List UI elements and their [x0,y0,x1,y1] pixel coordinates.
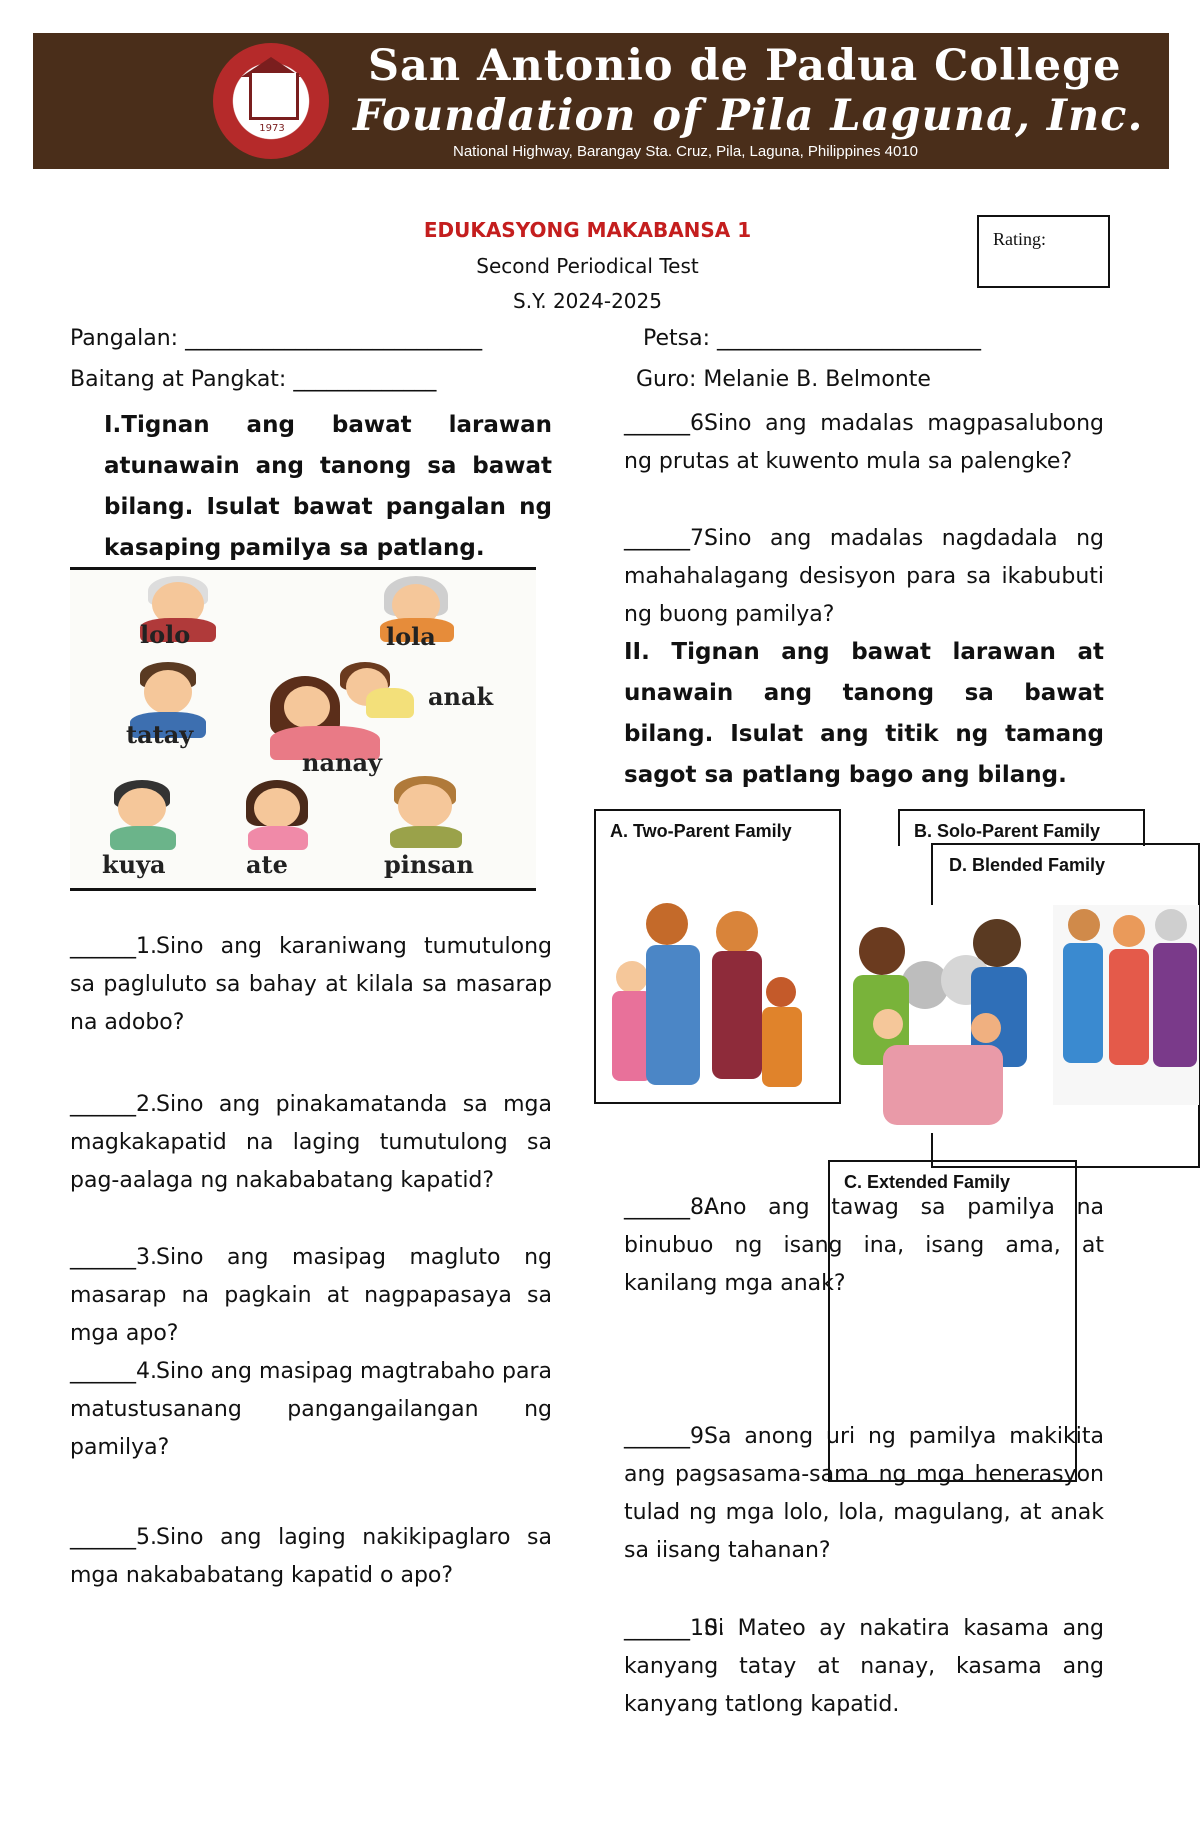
card-solo-parent [898,809,1145,846]
question-9-text: Sa anong uri ng pamilya makikita ang pagsasama-sama ng mga henerasyon tulad ng mga lolo, lola, magulang, at anak sa iisang tahanan? [624,1424,1104,1563]
date-field[interactable]: Petsa: ________________________ [643,326,981,351]
label-pinsan: pinsan [384,850,474,879]
question-3 [70,1239,552,1353]
label-kuya: kuya [102,850,166,879]
question-4-text: Sino ang masipag magtrabaho para matustusanang pangangailangan ng pamilya? [70,1359,552,1460]
part2-instruction: II. Tignan ang bawat larawan at unawain ang tanong sa bawat bilang. Isulat ang titik ng tamang sagot sa patlang bago ang bilang. [624,639,1104,788]
answer-blank-6[interactable]: ______6. [624,411,711,436]
label-anak: anak [428,682,494,711]
label-lolo: lolo [140,620,191,649]
question-7 [624,520,1104,634]
card-two-parent [594,809,841,1104]
question-5 [70,1519,552,1595]
label-ate: ate [246,850,288,879]
extended-family-image [843,905,1039,1133]
answer-blank-9[interactable]: ______9. [624,1424,711,1449]
seal-year: 1973 [259,123,285,134]
question-2 [70,1086,552,1200]
label-lola: lola [386,622,436,651]
subject-title: EDUKASYONG MAKABANSA 1 [423,218,752,242]
answer-blank-5[interactable]: ______5. [70,1525,157,1550]
school-seal-logo [213,43,329,159]
answer-blank-3[interactable]: ______3. [70,1245,157,1270]
question-3-text: Sino ang masipag magluto ng masarap na pagkain at nagpapasaya sa mga apo? [70,1245,552,1346]
answer-blank-8[interactable]: ______8. [624,1195,711,1220]
school-name-line2: Foundation of Pila Laguna, Inc. [353,91,1144,141]
question-2-text: Sino ang pinakamatanda sa mga magkakapatid na laging tumutulong sa pag-aalaga ng nakababatang kapatid? [70,1092,552,1193]
answer-blank-7[interactable]: ______7. [624,526,711,551]
card-d-label: D. Blended Family [949,855,1106,875]
school-banner [33,33,1169,169]
question-1 [70,928,552,1042]
card-b-label: B. Solo-Parent Family [914,821,1101,841]
card-a-label: A. Two-Parent Family [610,821,792,841]
question-9 [624,1418,1104,1570]
test-title: Second Periodical Test [476,254,699,278]
card-c-label: C. Extended Family [844,1172,1011,1192]
question-5-text: Sino ang laging nakikipaglaro sa mga nakababatang kapatid o apo? [70,1525,552,1588]
answer-blank-1[interactable]: ______1. [70,934,157,959]
question-7-text: Sino ang madalas nagdadala ng mahahalagang desisyon para sa ikabubuti ng buong pamilya? [624,526,1104,627]
question-4 [70,1353,552,1467]
answer-blank-10[interactable]: ______10. [624,1616,725,1641]
question-10-text: Si Mateo ay nakatira kasama ang kanyang tatay at nanay, kasama ang kanyang tatlong kapatid. [624,1616,1104,1717]
school-name-line1: San Antonio de Padua College [368,41,1122,91]
label-tatay: tatay [126,720,194,749]
question-8-text: Ano ang tawag sa pamilya na binubuo ng isang ina, isang ama, at kanilang mga anak? [624,1195,1104,1296]
question-1-text: Sino ang karaniwang tumutulong sa pagluluto sa bahay at kilala sa masarap na adobo? [70,934,552,1035]
question-8 [624,1189,1104,1303]
question-10 [624,1610,1104,1724]
part1-instruction: I.Tignan ang bawat larawan atunawain ang tanong sa bawat bilang. Isulat bawat pangalan ng kasaping pamilya sa patlang. [104,412,552,561]
school-year: S.Y. 2024-2025 [513,289,662,313]
rating-label: Rating: [993,229,1046,249]
question-6 [624,405,1104,481]
label-nanay: nanay [302,748,382,777]
answer-blank-2[interactable]: ______2. [70,1092,157,1117]
question-6-text: Sino ang madalas magpasalubong ng prutas at kuwento mula sa palengke? [624,411,1104,474]
answer-blank-4[interactable]: ______4. [70,1359,157,1384]
teacher-field: Guro: Melanie B. Belmonte [636,367,931,392]
name-field[interactable]: Pangalan: ___________________________ [70,326,483,351]
family-members-image [70,567,536,891]
school-address: National Highway, Barangay Sta. Cruz, Pila, Laguna, Philippines 4010 [453,143,918,160]
rating-box[interactable] [977,215,1110,288]
grade-section-field[interactable]: Baitang at Pangkat: _____________ [70,367,437,392]
